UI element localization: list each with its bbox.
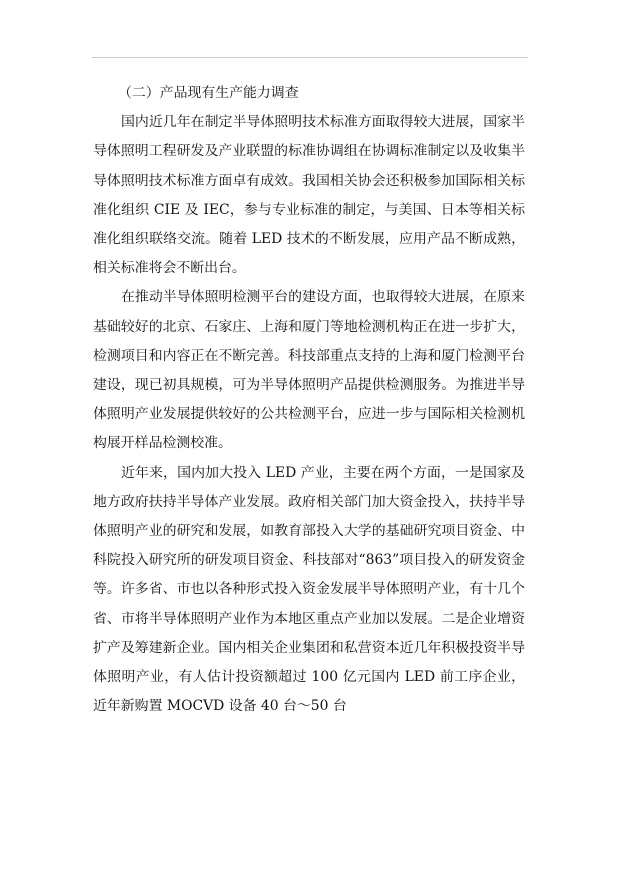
paragraph-standards: 国内近几年在制定半导体照明技术标准方面取得较大进展，国家半导体照明工程研发及产业联盟的标准协调组在协调标准制定以及收集半导体照明技术标准方面卓有成效。我国相关协会还积极参加国际相关标准化组织 CIE 及 IEC，参与专业标准的制定，与美国、日本等相关标准化组织联络交流。随着 LED 技术的不断发展，应用产品不断成熟，相关标准将会不断出台。 (93, 114, 525, 277)
header-rule (92, 57, 528, 58)
document-body (93, 79, 525, 721)
paragraph-testing-platform: 在推动半导体照明检测平台的建设方面，也取得较大进展，在原来基础较好的北京、石家庄、上海和厦门等地检测机构正在进一步扩大，检测项目和内容正在不断完善。科技部重点支持的上海和厦门检测平台建设，现已初具规模，可为半导体照明产品提供检测服务。为推进半导体照明产业发展提供较好的公共检测平台，应进一步与国际相关检测机构展开样品检测校准。 (93, 289, 525, 452)
section-heading: （二）产品现有生产能力调查 (118, 85, 299, 101)
paragraph-investment: 近年来，国内加大投入 LED 产业，主要在两个方面，一是国家及地方政府扶持半导体产业发展。政府相关部门加大资金投入，扶持半导体照明产业的研究和发展，如教育部投入大学的基础研究项目资金、中科院投入研究所的研发项目资金、科技部对“863”项目投入的研发资金等。许多省、市也以各种形式投入资金发展半导体照明产业，有十几个省、市将半导体照明产业作为本地区重点产业加以发展。二是企业增资扩产及筹建新企业。国内相关企业集团和私营资本近几年积极投资半导体照明产业，有人估计投资额超过 100 亿元国内 LED 前工序企业，近年新购置 MOCVD 设备 40 台～50 台 (93, 464, 525, 715)
